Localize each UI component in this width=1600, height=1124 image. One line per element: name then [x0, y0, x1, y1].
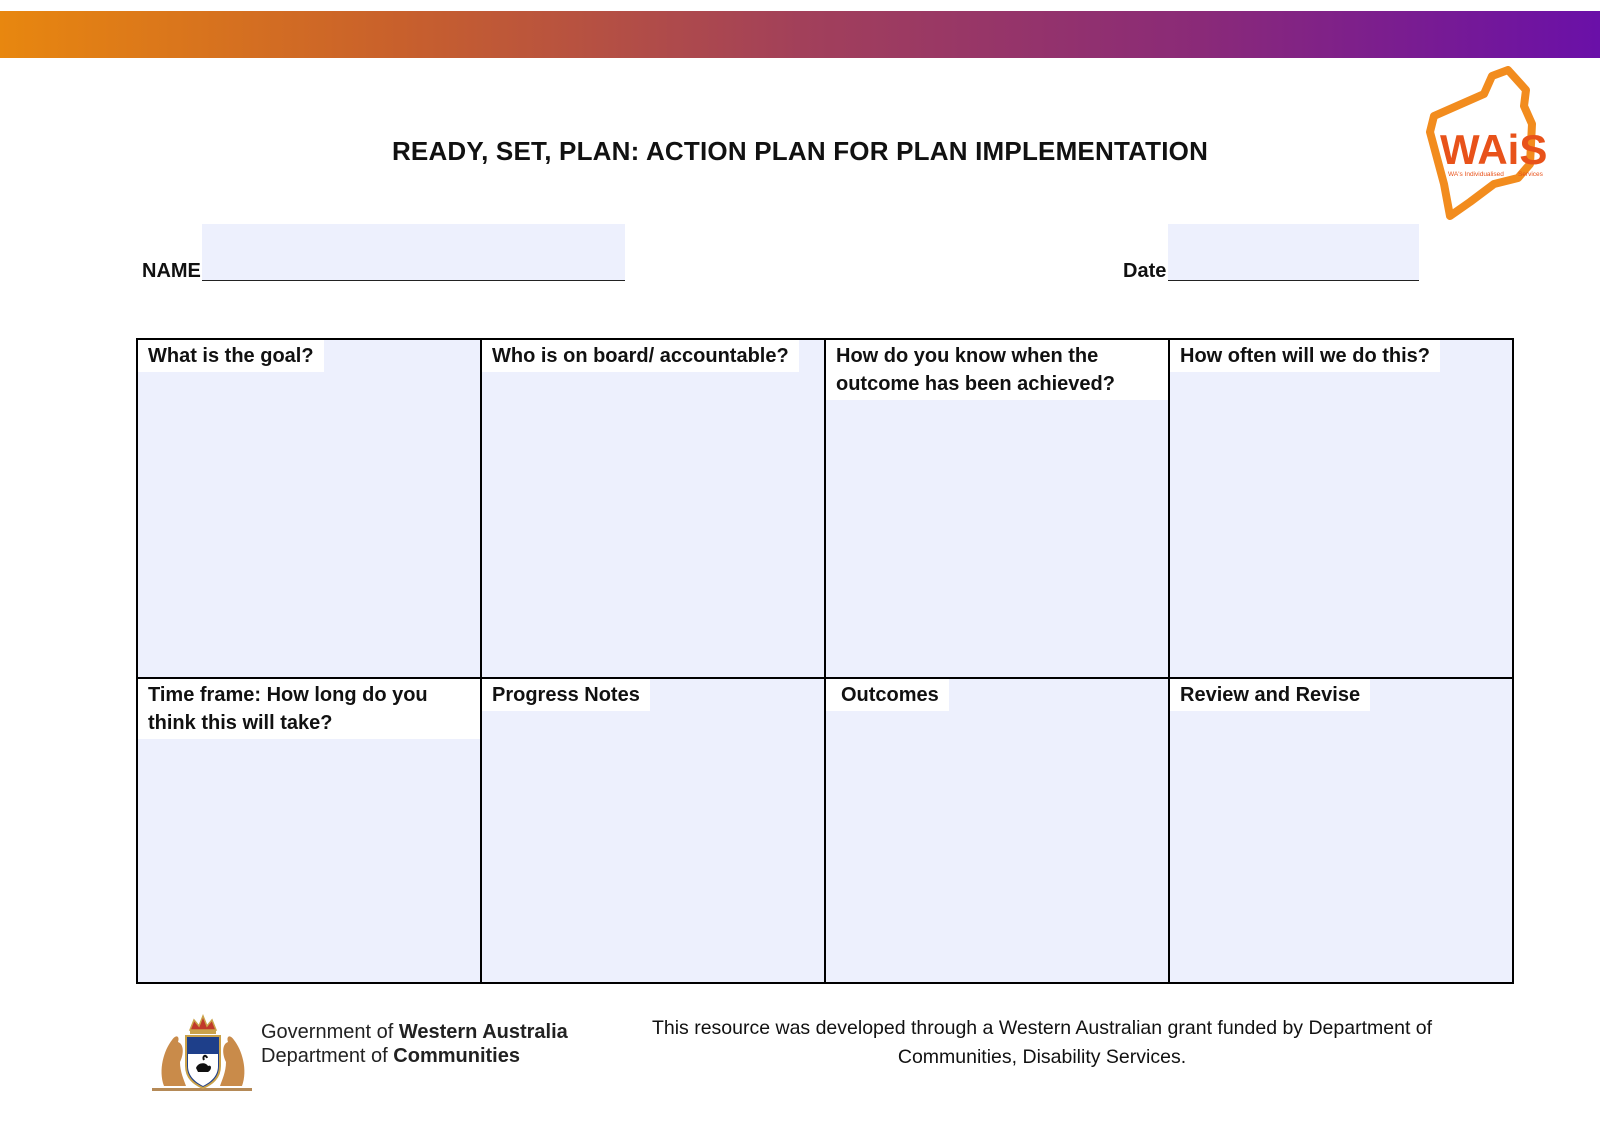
footer — [150, 1010, 1480, 1090]
frequency-cell[interactable] — [1170, 340, 1512, 677]
header-gradient-bar — [0, 11, 1600, 58]
wais-tagline-right: Services — [1518, 171, 1543, 178]
wais-wordmark: WAiS — [1440, 126, 1548, 173]
page-title: READY, SET, PLAN: ACTION PLAN FOR PLAN IMPLEMENTATION — [391, 136, 1209, 166]
time-frame-label: Time frame: How long do you think this will take? — [138, 679, 480, 739]
action-plan-grid — [136, 338, 1514, 984]
date-label: Date — [1123, 260, 1167, 282]
date-underline — [1168, 280, 1419, 281]
wais-tagline-left: WA's Individualised — [1448, 171, 1504, 178]
gov-line-2: Department of Communities — [261, 1045, 520, 1067]
name-field[interactable] — [202, 224, 625, 280]
name-underline — [202, 280, 625, 281]
progress-notes-cell[interactable] — [482, 679, 824, 982]
outcome-measure-cell[interactable] — [826, 340, 1168, 677]
review-revise-cell[interactable] — [1170, 679, 1512, 982]
name-label: NAME — [142, 260, 201, 282]
outcome-measure-label: How do you know when the outcome has been achieved? — [826, 340, 1168, 400]
wais-logo — [1426, 66, 1586, 222]
gov-line-1: Government of Western Australia — [261, 1021, 568, 1043]
date-field[interactable] — [1168, 224, 1419, 280]
wa-coat-of-arms-icon — [150, 1010, 256, 1092]
frequency-label: How often will we do this? — [1170, 340, 1440, 372]
time-frame-cell[interactable] — [138, 679, 480, 982]
goal-cell[interactable] — [138, 340, 480, 677]
funding-credit: This resource was developed through a Western Australian grant funded by Department of Communities, Disability Services. — [651, 1017, 1433, 1068]
review-revise-label: Review and Revise — [1170, 679, 1370, 711]
outcomes-label: Outcomes — [826, 679, 949, 711]
accountable-cell[interactable] — [482, 340, 824, 677]
progress-notes-label: Progress Notes — [482, 679, 650, 711]
goal-label: What is the goal? — [138, 340, 324, 372]
gov-wa-text — [261, 1020, 568, 1068]
accountable-label: Who is on board/ accountable? — [482, 340, 799, 372]
outcomes-cell[interactable] — [826, 679, 1168, 982]
